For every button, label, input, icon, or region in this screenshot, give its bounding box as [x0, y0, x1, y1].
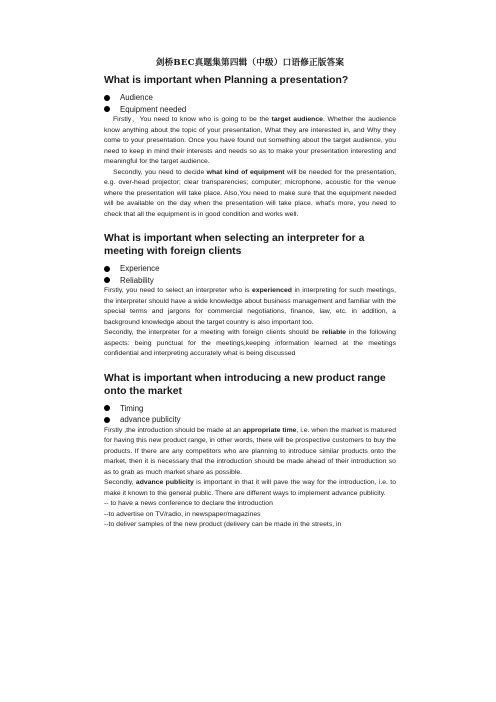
bullet-icon	[104, 405, 110, 411]
section-heading-presentation: What is important when Planning a presentation?	[104, 75, 349, 86]
bullet-list-product-range	[104, 403, 396, 426]
list-line: -- to have a news conference to declare the introduction	[104, 500, 273, 507]
bullet-item: Experience	[104, 263, 396, 275]
paragraph: Firstly，You need to know who is going to be the target audience. Whether the audience know anything about the topic of your presentation, What they are interested in, and Why they come to your presentation. Once you have found out something about the target audience, you need to keep in mind their interests and needs so as to make your presentation interesting and meaningful for the target audience.	[104, 116, 396, 165]
bullet-item: Audience	[104, 92, 396, 104]
list-line: --to deliver samples of the new product (delivery can be made in the streets, in	[104, 521, 342, 528]
bullet-icon	[104, 95, 110, 101]
section-heading-interpreter: What is important when selecting an interpreter for a meeting with foreign clients	[104, 233, 365, 257]
paragraph: Firstly, you need to select an interpreter who is experienced in interpreting for such meetings, the interpreter should have a wide knowledge about business management and familiar with the special terms and jargons for commercial negotiations, finance, law, etc. in addition, a background knowledge about the target country is also important too.	[104, 287, 396, 326]
bullet-icon	[104, 277, 110, 283]
paragraph: Secondly, advance publicity is important in that it will pave the way for the introduction, i.e. to make it known to the general public. There are different ways to implement advance publicity.	[104, 479, 397, 497]
bullet-item: Timing	[104, 403, 396, 415]
paragraph: Firstly ,the introduction should be made at an appropriate time, i.e. when the market is matured for having this new product range, in other words, there will be prospective customers to buy the products. If there are any competitors who are planning to introduce similar products onto the market, then it is necessary that the introduction should be made ahead of their introduction so as to grab as much market share as possible.	[104, 426, 397, 476]
section-heading-product-range: What is important when introducing a new product range onto the market	[104, 372, 386, 397]
bullet-item: Reliability	[104, 275, 396, 287]
list-line: --to advertise on TV/radio, in newspaper/magazines	[104, 510, 261, 518]
bullet-icon	[104, 266, 110, 272]
bullet-list-presentation	[104, 92, 396, 115]
paragraph: Secondly, you need to decide what kind of equipment will be needed for the presentation, e.g. over-head projector; clear transparencies; computer; microphone, acoustic for the venue where the presentation will take place. Also,You need to make sure that the equipment needed will be available on the day when the presentation will take place. what's more, you need to check that all the equipment is in good condition and works well.	[104, 168, 397, 218]
bullet-item: advance publicity	[104, 414, 396, 426]
document-title: 剑桥BEC真题集第四辑（中级）口语修正版答案	[155, 58, 345, 68]
bullet-list-interpreter	[104, 263, 396, 286]
document-page	[104, 56, 396, 531]
bullet-item: Equipment needed	[104, 104, 396, 116]
paragraph: Secondly, the interpreter for a meeting with foreign clients should be reliable in the following aspects: being punctual for the meetings,keeping information learned at the meetings confidential and interpreting accurately what is being discussed	[104, 329, 396, 357]
bullet-icon	[104, 417, 110, 423]
bullet-icon	[104, 106, 110, 112]
